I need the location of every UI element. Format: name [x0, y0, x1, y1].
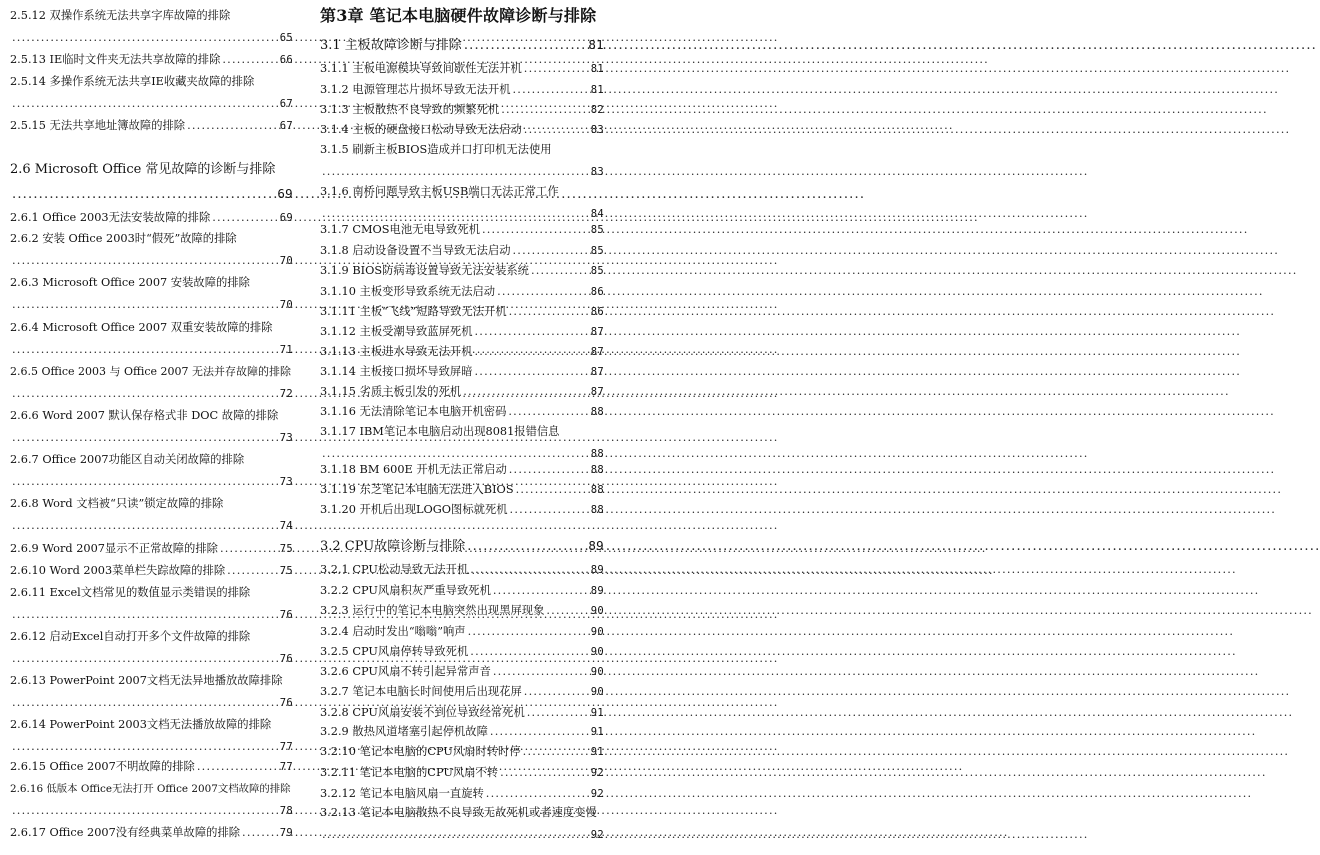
toc-entry-title: 2.6.14 PowerPoint 2003文档无法播放故障的排除	[10, 718, 272, 731]
toc-entry-title: 3.2.4 启动时发出“嗡嗡”响声	[320, 625, 466, 638]
dot-leader	[467, 536, 586, 558]
dot-leader	[12, 93, 278, 115]
toc-entry-title: 2.6.13 PowerPoint 2007文档无法异地播放故障排除	[10, 674, 283, 687]
toc-page-number: 71	[279, 344, 293, 356]
toc-page-number: 76	[279, 609, 293, 621]
toc-entry[interactable]	[320, 99, 604, 121]
toc-entry[interactable]	[10, 493, 293, 537]
dot-leader	[546, 600, 588, 622]
toc-page-number: 91	[590, 707, 604, 719]
toc-entry-title: 3.1.10 主板变形导致系统无法启动	[320, 285, 496, 298]
dot-leader	[12, 339, 278, 361]
toc-entry[interactable]	[320, 219, 604, 241]
toc-entry[interactable]	[10, 582, 293, 626]
toc-page-number: 79	[279, 827, 293, 839]
toc-entry-title: 2.6.9 Word 2007显示不正常故障的排除	[10, 542, 218, 555]
dot-leader	[12, 515, 278, 537]
toc-entry-title: 3.2.6 CPU风扇不转引起异常声音	[320, 665, 491, 678]
toc-page-number: 75	[279, 543, 293, 555]
toc-page-number: 75	[279, 565, 293, 577]
dot-leader	[12, 184, 275, 206]
dot-leader	[493, 661, 589, 683]
toc-entry-title: 3.1.4 主板的硬盘接口松动导致无法启动	[320, 123, 522, 136]
toc-entry-title: 3.1.19 东芝笔记本电脑无法进入BIOS	[320, 483, 514, 496]
toc-page-number: 69	[277, 186, 293, 201]
toc-entry-title: 2.6.1 Office 2003无法安装故障的排除	[10, 211, 211, 224]
dot-leader	[12, 27, 278, 49]
toc-section-entry[interactable]	[320, 34, 604, 58]
dot-leader	[475, 361, 589, 383]
toc-entry[interactable]	[320, 641, 604, 663]
toc-entry[interactable]	[320, 341, 604, 363]
toc-page-number: 88	[590, 448, 604, 460]
dot-leader	[227, 560, 278, 582]
toc-entry-title: 3.2.5 CPU风扇停转导致死机	[320, 645, 469, 658]
toc-page-number: 84	[590, 208, 604, 220]
toc-entry[interactable]	[10, 560, 293, 582]
dot-leader	[490, 721, 589, 743]
toc-page-number: 90	[590, 666, 604, 678]
toc-entry-title: 3.2 CPU故障诊断与排除	[320, 539, 466, 554]
toc-entry-title: 3.1.5 刷新主板BIOS造成并口打印机无法使用	[320, 143, 552, 156]
toc-entry[interactable]	[10, 361, 293, 405]
toc-entry-title: 3.1.11 主板“飞线”短路导致无法开机	[320, 305, 507, 318]
toc-page-number: 90	[590, 626, 604, 638]
toc-entry-title: 2.6.15 Office 2007不明故障的排除	[10, 760, 195, 773]
dot-leader	[509, 301, 589, 323]
toc-entry[interactable]	[320, 459, 604, 481]
toc-page-number: 70	[279, 255, 293, 267]
toc-entry[interactable]	[10, 207, 293, 229]
dot-leader	[220, 538, 278, 560]
toc-entry[interactable]	[10, 756, 293, 778]
toc-page-number: 74	[279, 520, 293, 532]
toc-entry[interactable]	[10, 115, 293, 137]
toc-entry[interactable]	[320, 381, 604, 403]
toc-entry-title: 2.5.14 多操作系统无法共享IE收藏夹故障的排除	[10, 75, 255, 88]
toc-page-number: 76	[279, 653, 293, 665]
toc-entry[interactable]	[10, 670, 293, 714]
toc-page-number: 87	[590, 386, 604, 398]
toc-entry-title: 3.2.2 CPU风扇积灰严重导致死机	[320, 584, 491, 597]
dot-leader	[500, 762, 589, 784]
toc-entry-title: 3.2.12 笔记本电脑风扇一直旋转	[320, 787, 484, 800]
toc-entry-title: 2.5.15 无法共享地址簿故障的排除	[10, 119, 186, 132]
toc-entry[interactable]	[10, 626, 293, 670]
dot-leader	[242, 822, 278, 844]
toc-entry[interactable]	[320, 559, 604, 581]
toc-page-number: 89	[590, 585, 604, 597]
dot-leader	[475, 341, 589, 363]
dot-leader	[322, 161, 589, 183]
dot-leader	[475, 321, 589, 343]
toc-entry[interactable]	[320, 79, 604, 101]
toc-page-number: 70	[279, 299, 293, 311]
toc-entry-title: 2.5.13 IE临时文件夹无法共享故障的排除	[10, 53, 221, 66]
toc-page-number: 67	[279, 98, 293, 110]
dot-leader	[524, 681, 589, 703]
toc-page-number: 76	[279, 697, 293, 709]
toc-page-number: 86	[590, 306, 604, 318]
toc-page-number: 90	[590, 686, 604, 698]
dot-leader	[524, 58, 589, 80]
toc-page-number: 89	[588, 538, 604, 553]
toc-entry-title: 2.6.17 Office 2007没有经典菜单故障的排除	[10, 826, 241, 839]
toc-entry-title: 3.2.11 笔记本电脑的CPU风扇不转	[320, 766, 499, 779]
toc-entry-title: 3.2.7 笔记本电脑长时间使用后出现花屏	[320, 685, 522, 698]
toc-page-number: 92	[590, 767, 604, 779]
dot-leader	[509, 459, 589, 481]
toc-entry-title: 3.1 主板故障诊断与排除	[320, 38, 462, 53]
toc-entry-title: 3.2.10 笔记本电脑的CPU风扇时转时停	[320, 745, 521, 758]
toc-entry-title: 2.6.4 Microsoft Office 2007 双重安装故障的排除	[10, 321, 273, 334]
dot-leader	[493, 580, 589, 602]
toc-entry-title: 2.6.5 Office 2003 与 Office 2007 无法并存故障的排除	[10, 365, 291, 378]
toc-entry[interactable]	[320, 301, 604, 323]
toc-entry[interactable]	[320, 479, 604, 501]
dot-leader	[12, 294, 278, 316]
toc-page-number: 86	[590, 286, 604, 298]
dot-leader	[501, 99, 589, 121]
dot-leader	[212, 207, 277, 229]
toc-page-number: 66	[279, 54, 293, 66]
toc-page-number: 81	[590, 63, 604, 75]
dot-leader	[12, 427, 278, 449]
toc-entry-title: 2.6.11 Excel文档常见的数值显示类错误的排除	[10, 586, 251, 599]
dot-leader	[468, 621, 589, 643]
toc-page-number: 77	[279, 741, 293, 753]
dot-leader	[513, 79, 589, 101]
dot-leader	[12, 800, 278, 822]
toc-entry-title: 3.1.3 主板散热不良导致的频繁死机	[320, 103, 500, 116]
dot-leader	[510, 499, 589, 521]
toc-entry-title: 3.1.2 电源管理芯片损坏导致无法开机	[320, 83, 511, 96]
toc-entry[interactable]	[320, 139, 604, 183]
toc-entry-title: 2.6.3 Microsoft Office 2007 安装故障的排除	[10, 276, 250, 289]
toc-entry[interactable]	[320, 119, 604, 141]
toc-page-number: 78	[279, 805, 293, 817]
toc-entry-title: 3.1.7 CMOS电池无电导致死机	[320, 223, 480, 236]
toc-entry[interactable]	[10, 449, 293, 493]
toc-page-number: 87	[590, 366, 604, 378]
dot-leader	[508, 401, 588, 423]
dot-leader	[12, 471, 278, 493]
toc-entry[interactable]	[320, 281, 604, 303]
toc-page-number: 90	[590, 646, 604, 658]
toc-page-number: 85	[590, 245, 604, 257]
toc-entry[interactable]	[320, 58, 604, 80]
toc-entry[interactable]	[320, 721, 604, 743]
dot-leader	[470, 641, 588, 663]
toc-entry[interactable]	[10, 49, 293, 71]
toc-entry[interactable]	[320, 600, 604, 622]
toc-page-number: 92	[590, 829, 604, 841]
dot-leader	[12, 736, 278, 758]
toc-page-number: 81	[588, 37, 604, 52]
toc-page-number: 69	[279, 212, 293, 224]
toc-entry-title: 2.6 Microsoft Office 常见故障的诊断与排除	[10, 162, 276, 177]
toc-entry[interactable]	[10, 538, 293, 560]
toc-entry-title: 3.1.14 主板接口损坏导致屏暗	[320, 365, 473, 378]
dot-leader	[12, 604, 278, 626]
toc-entry-title: 3.2.1 CPU松动导致无法开机	[320, 563, 469, 576]
toc-entry-title: 2.6.10 Word 2003菜单栏失踪故障的排除	[10, 564, 226, 577]
toc-entry-title: 2.6.6 Word 2007 默认保存格式非 DOC 故障的排除	[10, 409, 279, 422]
dot-leader	[524, 119, 589, 141]
toc-entry[interactable]	[320, 762, 604, 784]
dot-leader	[513, 240, 589, 262]
toc-page-number: 88	[590, 484, 604, 496]
toc-page-number: 83	[590, 124, 604, 136]
toc-page-number: 73	[279, 476, 293, 488]
toc-page-number: 81	[590, 84, 604, 96]
dot-leader	[482, 219, 589, 241]
toc-entry-title: 2.5.12 双操作系统无法共享字库故障的排除	[10, 9, 231, 22]
toc-page-number: 83	[590, 166, 604, 178]
toc-entry-title: 2.6.7 Office 2007功能区自动关闭故障的排除	[10, 453, 245, 466]
toc-entry-title: 3.1.9 BIOS防病毒设置导致无法安装系统	[320, 264, 529, 277]
toc-entry[interactable]	[10, 228, 293, 272]
dot-leader	[12, 383, 278, 405]
toc-entry[interactable]	[10, 71, 293, 115]
toc-entry[interactable]	[320, 240, 604, 262]
toc-entry-title: 3.1.13 主板进水导致无法开机	[320, 345, 473, 358]
toc-entry[interactable]	[10, 405, 293, 449]
toc-entry[interactable]	[320, 361, 604, 383]
dot-leader	[497, 281, 589, 303]
dot-leader	[516, 479, 589, 501]
toc-entry[interactable]	[320, 260, 604, 282]
toc-entry-title: 3.2.13 笔记本电脑散热不良导致无故死机或者速度变慢	[320, 806, 597, 819]
toc-entry[interactable]	[320, 499, 604, 521]
dot-leader	[12, 250, 278, 272]
dot-leader	[197, 756, 278, 778]
toc-entry-title: 3.1.15 劣质主板引发的死机	[320, 385, 462, 398]
toc-entry-title: 3.1.17 IBM笔记本电脑启动出现8081报错信息	[320, 425, 560, 438]
toc-page-number: 85	[590, 224, 604, 236]
toc-page-number: 67	[279, 120, 293, 132]
dot-leader	[222, 49, 277, 71]
toc-entry-title: 3.2.3 运行中的笔记本电脑突然出现黑屏现象	[320, 604, 545, 617]
toc-entry-title: 3.1.1 主板电源模块导致间歇性无法开机	[320, 62, 522, 75]
toc-page-number: 91	[590, 746, 604, 758]
dot-leader	[463, 381, 589, 403]
toc-entry[interactable]	[320, 321, 604, 343]
toc-page-number: 88	[590, 504, 604, 516]
toc-entry-title: 3.1.18 BM 600E 开机无法正常启动	[320, 463, 507, 476]
toc-section-entry[interactable]	[10, 159, 293, 207]
toc-entry[interactable]	[320, 580, 604, 602]
toc-entry[interactable]	[10, 5, 293, 49]
dot-leader	[523, 741, 589, 763]
dot-leader	[531, 260, 589, 282]
toc-entry[interactable]	[320, 621, 604, 643]
toc-entry[interactable]	[320, 401, 604, 423]
dot-leader	[322, 824, 589, 846]
toc-page-number: 87	[590, 346, 604, 358]
toc-entry-title: 2.6.2 安装 Office 2003时“假死”故障的排除	[10, 232, 237, 245]
toc-entry[interactable]	[320, 681, 604, 703]
toc-page-number: 82	[590, 104, 604, 116]
toc-page-number: 72	[279, 388, 293, 400]
chapter-title: 第3章 笔记本电脑硬件故障诊断与排除	[320, 6, 597, 25]
toc-page-number: 65	[279, 32, 293, 44]
toc-entry-title: 2.6.8 Word 文档被“只读”锁定故障的排除	[10, 497, 224, 510]
toc-entry[interactable]	[10, 272, 293, 316]
toc-entry-title: 3.2.8 CPU风扇安装不到位导致经常死机	[320, 706, 525, 719]
toc-entry-title: 3.2.9 散热风道堵塞引起停机故障	[320, 725, 488, 738]
dot-leader	[470, 559, 588, 581]
toc-page-number: 91	[590, 726, 604, 738]
toc-page-number: 90	[590, 605, 604, 617]
toc-entry[interactable]	[320, 741, 604, 763]
toc-entry-title: 3.1.6 南桥问题导致主板USB端口无法正常工作	[320, 185, 559, 198]
toc-entry-title: 3.1.16 无法清除笔记本电脑开机密码	[320, 405, 507, 418]
toc-entry[interactable]	[10, 822, 293, 844]
toc-page-number: 73	[279, 432, 293, 444]
toc-page-number: 88	[590, 464, 604, 476]
dot-leader	[12, 648, 278, 670]
toc-entry-title: 2.6.16 低版本 Office无法打开 Office 2007文档故障的排除	[10, 783, 291, 795]
toc-entry[interactable]	[10, 317, 293, 361]
dot-leader	[12, 692, 278, 714]
toc-entry[interactable]	[320, 802, 604, 846]
toc-entry[interactable]	[320, 661, 604, 683]
toc-entry-title: 2.6.12 启动Excel自动打开多个文件故障的排除	[10, 630, 251, 643]
dot-leader	[187, 115, 278, 137]
toc-entry-title: 3.1.12 主板受潮导致蓝屏死机	[320, 325, 473, 338]
toc-entry[interactable]	[10, 778, 293, 822]
toc-page-number: 87	[590, 326, 604, 338]
toc-page-number: 85	[590, 265, 604, 277]
toc-page-number: 77	[279, 761, 293, 773]
toc-section-entry[interactable]	[320, 535, 604, 559]
toc-page-number: 88	[590, 406, 604, 418]
toc-entry-title: 3.1.20 开机后出现LOGO图标就死机	[320, 503, 508, 516]
toc-entry-title: 3.1.8 启动设备设置不当导致无法启动	[320, 244, 511, 257]
toc-page-number: 89	[590, 564, 604, 576]
toc-page-number: 92	[590, 788, 604, 800]
toc-entry[interactable]	[10, 714, 293, 758]
dot-leader	[464, 35, 587, 57]
